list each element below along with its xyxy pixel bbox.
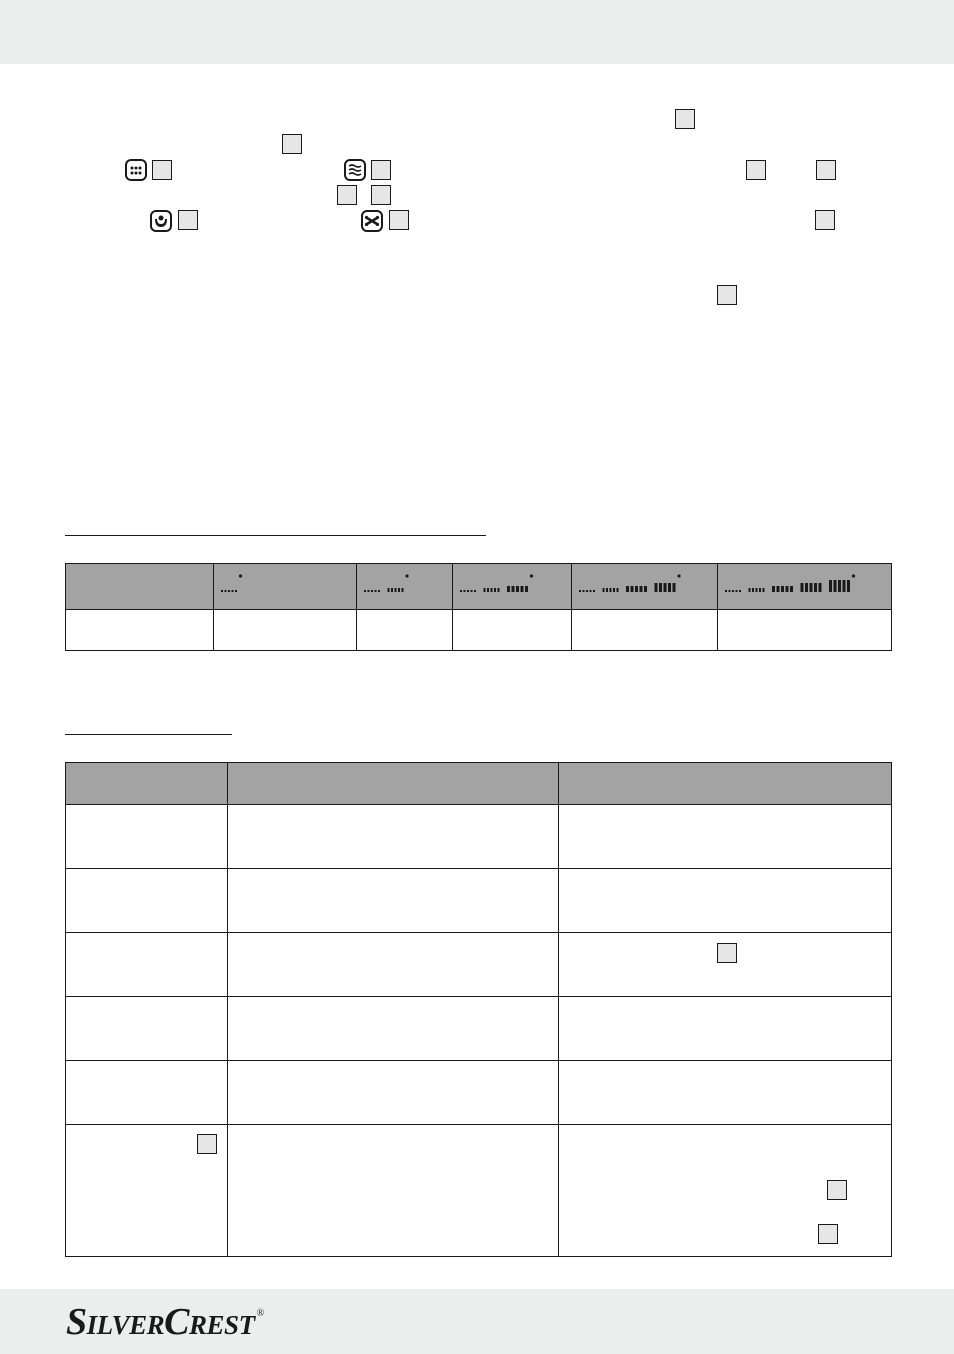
level-table-cell (572, 610, 718, 651)
reference-box (178, 210, 198, 230)
bone-mode-icon (361, 210, 383, 232)
level-bar (749, 588, 751, 592)
level-bar (579, 590, 581, 592)
level-bars-icon (454, 564, 570, 604)
level-bar (814, 583, 817, 592)
level-bar (617, 588, 619, 592)
trouble-cell (66, 805, 228, 869)
level-bar (603, 588, 605, 592)
level-header-1 (214, 564, 357, 610)
trouble-cell (228, 1061, 559, 1125)
level-bar (756, 588, 758, 592)
dots-mode-icon (125, 159, 147, 181)
level-bar (772, 586, 775, 592)
level-bar (498, 588, 500, 592)
trouble-cell (228, 1125, 559, 1257)
level-table-cell (66, 610, 214, 651)
level-bar (752, 588, 754, 592)
level-bar (583, 590, 585, 592)
reference-box (816, 160, 836, 180)
level-bar (786, 586, 789, 592)
level-bar (838, 580, 841, 592)
trouble-header-problem (66, 763, 228, 805)
level-bar (655, 583, 658, 592)
level-indicator-dot (852, 574, 855, 577)
reference-box (818, 1224, 838, 1244)
level-bar (843, 580, 846, 592)
trouble-cell (559, 869, 892, 933)
level-bar (631, 586, 634, 592)
registered-mark: ® (256, 1308, 264, 1319)
level-bar (521, 586, 524, 592)
level-indicator-dot (530, 574, 533, 577)
level-indicator-dot (405, 574, 408, 577)
level-bar (644, 586, 647, 592)
trouble-header-cause (228, 763, 559, 805)
trouble-cell (66, 933, 228, 997)
level-bar (232, 590, 234, 592)
level-bar (635, 586, 638, 592)
reference-box (675, 109, 695, 129)
level-bar (790, 586, 793, 592)
level-bar (368, 590, 370, 592)
trouble-cell (559, 997, 892, 1061)
wave-mode-icon (344, 159, 366, 181)
logo-initial-c: C (164, 1301, 190, 1343)
level-bar (491, 588, 493, 592)
level-bars-icon (573, 564, 716, 604)
reference-box (815, 210, 835, 230)
level-header-2 (357, 564, 453, 610)
level-bar (725, 590, 727, 592)
trouble-cell (559, 805, 892, 869)
level-bar (810, 583, 813, 592)
level-bar (388, 588, 390, 592)
level-header-5 (718, 564, 892, 610)
level-bar (664, 583, 667, 592)
level-bar (659, 583, 662, 592)
trouble-cell (66, 869, 228, 933)
top-band (0, 0, 954, 64)
reference-box (152, 160, 172, 180)
level-bars-icon (719, 564, 890, 604)
level-bar (668, 583, 671, 592)
level-bar (391, 588, 393, 592)
trouble-cell (228, 805, 559, 869)
level-bar (460, 590, 462, 592)
level-bar (819, 583, 822, 592)
level-bar (484, 588, 486, 592)
logo-rest: REST (189, 1310, 255, 1340)
trouble-cell (66, 997, 228, 1061)
section-heading-underline (65, 734, 232, 735)
level-bar (371, 590, 373, 592)
level-bar (395, 588, 397, 592)
level-table-cell (718, 610, 892, 651)
level-bar (375, 590, 377, 592)
level-header-3 (453, 564, 572, 610)
level-table-cell (453, 610, 572, 651)
level-bar (834, 580, 837, 592)
level-bar (467, 590, 469, 592)
level-bar (221, 590, 223, 592)
logo-initial-s: S (66, 1301, 87, 1343)
level-bar (593, 590, 595, 592)
level-bar (398, 588, 400, 592)
reference-box (827, 1180, 847, 1200)
level-bar (494, 588, 496, 592)
level-bars-icon (215, 564, 355, 604)
level-bar (378, 590, 380, 592)
reference-box (371, 185, 391, 205)
level-bar (729, 590, 731, 592)
level-indicator-dot (239, 574, 242, 577)
level-header-4 (572, 564, 718, 610)
level-bar (829, 580, 832, 592)
level-bar (763, 588, 765, 592)
trouble-cell (66, 1061, 228, 1125)
level-bar (640, 586, 643, 592)
level-bar (507, 586, 510, 592)
level-bar (471, 590, 473, 592)
level-table-header-label (66, 564, 214, 610)
reference-box (717, 943, 737, 963)
level-bar (805, 583, 808, 592)
level-bar (736, 590, 738, 592)
level-bar (474, 590, 476, 592)
level-bar (225, 590, 227, 592)
level-bar (464, 590, 466, 592)
reference-box (282, 134, 302, 154)
level-bar (590, 590, 592, 592)
logo-ilver: ILVER (86, 1310, 165, 1340)
reference-box (197, 1134, 217, 1154)
person-mode-icon (150, 210, 172, 232)
level-bar (525, 586, 528, 592)
level-bar (613, 588, 615, 592)
level-bar (512, 586, 515, 592)
level-bar (739, 590, 741, 592)
reference-box (371, 160, 391, 180)
level-bar (364, 590, 366, 592)
level-table (65, 563, 892, 651)
trouble-cell (228, 933, 559, 997)
level-bar (847, 580, 850, 592)
level-bar (487, 588, 489, 592)
level-bar (516, 586, 519, 592)
reference-box (337, 185, 357, 205)
level-bar (777, 586, 780, 592)
level-table-cell (214, 610, 357, 651)
trouble-cell (228, 997, 559, 1061)
trouble-cell (228, 869, 559, 933)
level-bar (673, 583, 676, 592)
section-heading-underline (65, 535, 486, 536)
level-bar (759, 588, 761, 592)
reference-box (389, 210, 409, 230)
reference-box (746, 160, 766, 180)
level-bar (228, 590, 230, 592)
level-bars-icon (358, 564, 451, 604)
reference-box (717, 285, 737, 305)
trouble-header-solution (559, 763, 892, 805)
trouble-cell (559, 1061, 892, 1125)
level-bar (235, 590, 237, 592)
level-bar (402, 588, 404, 592)
silvercrest-logo (66, 1300, 262, 1344)
level-bar (606, 588, 608, 592)
troubleshooting-table (65, 762, 892, 1257)
level-bar (781, 586, 784, 592)
level-indicator-dot (677, 574, 680, 577)
level-bar (610, 588, 612, 592)
level-bar (626, 586, 629, 592)
level-bar (801, 583, 804, 592)
level-bar (586, 590, 588, 592)
level-bar (732, 590, 734, 592)
level-table-cell (357, 610, 453, 651)
